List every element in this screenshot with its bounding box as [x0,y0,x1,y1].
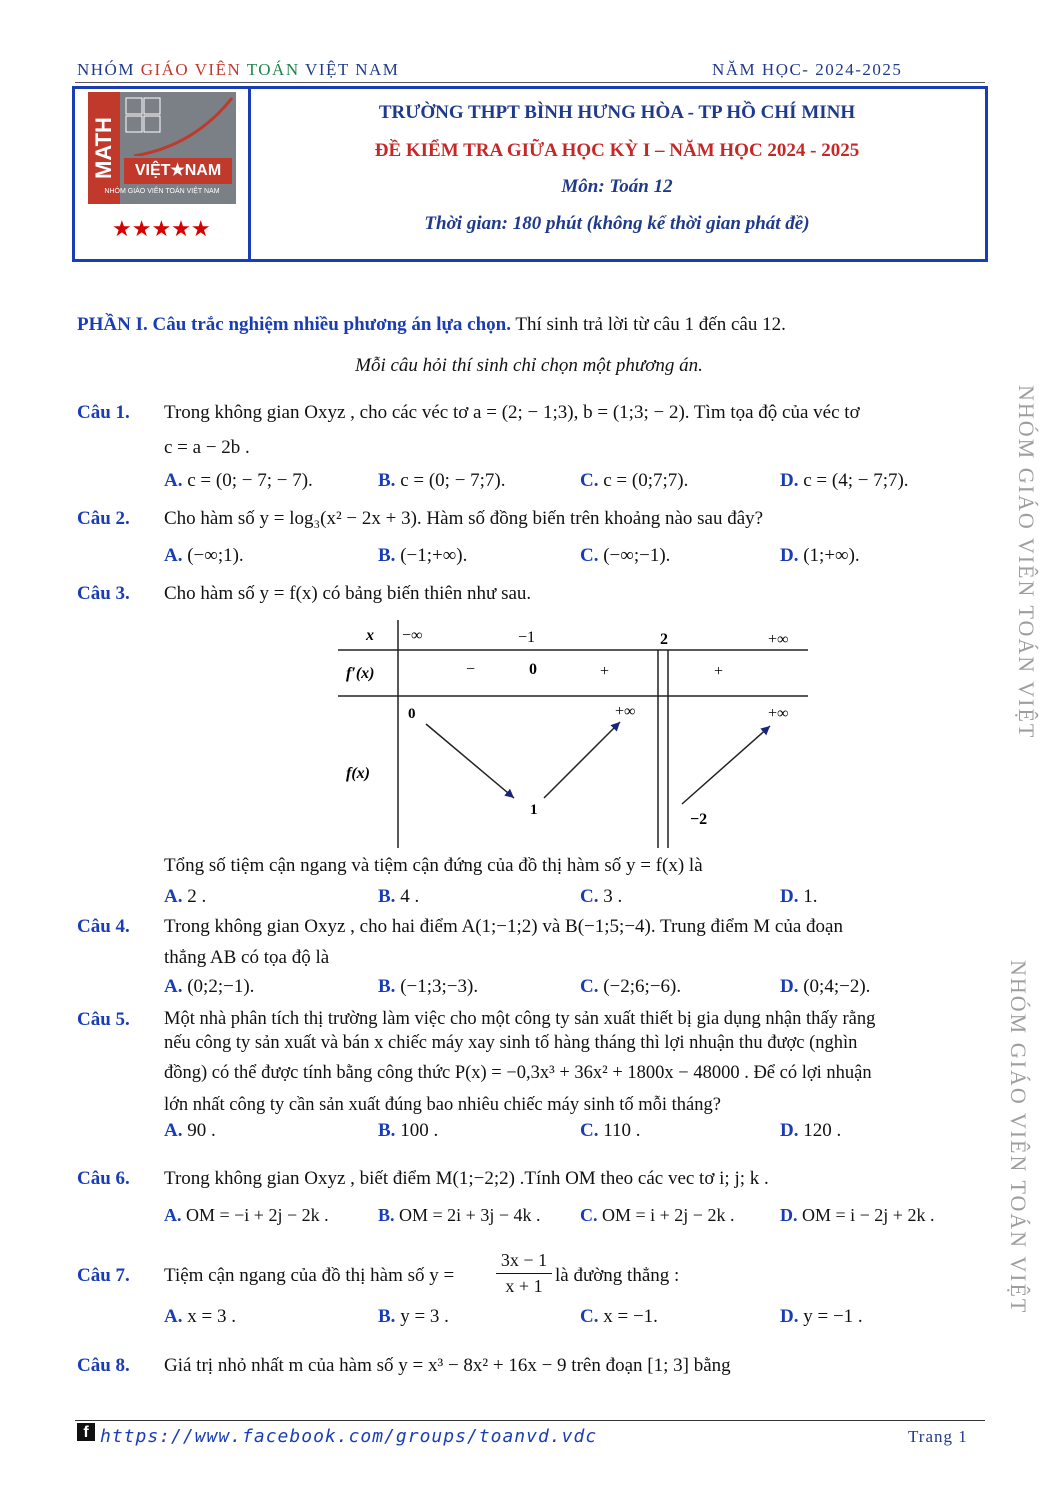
option-a[interactable]: A. (0;2;−1). [164,976,255,997]
option-a[interactable]: A. x = 3 . [164,1306,236,1327]
option-c[interactable]: C. c = (0;7;7). [580,470,689,491]
part1-instruction: Thí sinh trả lời từ câu 1 đến câu 12. [510,314,786,335]
header-divider [75,82,985,83]
fraction-denominator: x + 1 [505,1276,543,1296]
fraction-numerator: 3x − 1 [496,1250,552,1274]
question-text: Trong không gian Oxyz , cho hai điểm A(1;−1;2) và B(−1;5;−4). Trung điểm M của đoạn [164,916,843,937]
bbt-f-val: +∞ [615,703,636,720]
option-c[interactable]: C. (−2;6;−6). [580,976,682,997]
logo-math-text: MATH [88,92,120,204]
bbt-arrow [426,724,514,798]
group-name-part: TOÁN [246,60,306,79]
subject: Môn: Toán 12 [561,176,673,197]
bbt-f-val: 1 [530,802,538,818]
logo-banner: VIỆT★NAM [124,158,232,184]
logo-subtitle: NHÓM GIÁO VIÊN TOÁN VIỆT NAM [104,188,220,195]
option-c[interactable]: C. x = −1. [580,1306,658,1327]
question-text: Một nhà phân tích thị trường làm việc cho một công ty sản xuất thiết bị gia dụng nhận thấy rằng [164,1009,876,1029]
question-text: c = a − 2b . [164,437,250,458]
question-text: Tiệm cận ngang của đồ thị hàm số y = [164,1265,455,1286]
part1-heading [77,314,786,336]
option-c[interactable]: C. 3 . [580,886,623,907]
fraction [496,1250,552,1297]
footer-divider [75,1420,985,1421]
option-b[interactable]: B. (−1;3;−3). [378,976,479,997]
facebook-icon[interactable]: f [77,1423,95,1441]
option-a[interactable]: A. 90 . [164,1120,216,1141]
watermark: NHÓM GIÁO VIÊN TOÁN VIỆT [1014,385,1039,740]
bbt-f-val: −2 [690,811,708,828]
part1-note: Mỗi câu hỏi thí sinh chỉ chọn một phương án. [355,355,703,376]
group-name-part: GIÁO VIÊN [140,60,247,79]
option-a[interactable]: A. c = (0; − 7; − 7). [164,470,313,491]
option-d[interactable]: D. c = (4; − 7;7). [780,470,909,491]
exam-title: ĐỀ KIỂM TRA GIỮA HỌC KỲ I – NĂM HỌC 2024 - 2025 [374,140,860,161]
question-label: Câu 6. [77,1168,130,1189]
option-d[interactable]: D. OM = i − 2j + 2k . [780,1205,935,1225]
question-text: Cho hàm số y = f(x) có bảng biến thiên như sau. [164,583,532,604]
question-text: nếu công ty sản xuất và bán x chiếc máy xay sinh tố hàng tháng thì lợi nhuận thu được (nghìn [164,1033,858,1053]
option-a[interactable]: A. OM = −i + 2j − 2k . [164,1205,329,1225]
question-label: Câu 3. [77,583,130,604]
school-name: TRƯỜNG THPT BÌNH HƯNG HÒA - TP HỒ CHÍ MINH [378,102,856,123]
logo [88,92,236,204]
question-text: lớn nhất công ty cần sản xuất đúng bao nhiêu chiếc máy sinh tố mỗi tháng? [164,1095,721,1115]
option-c[interactable]: C. OM = i + 2j − 2k . [580,1205,735,1225]
bbt-arrow [682,726,770,804]
part1-title: PHẦN I. Câu trắc nghiệm nhiều phương án lựa chọn. [77,314,511,335]
variation-table [338,618,810,850]
question-text: là đường thẳng : [555,1265,680,1286]
bbt-x-val: −∞ [402,627,423,644]
question-text: thẳng AB có tọa độ là [164,947,330,968]
question-label: Câu 4. [77,916,130,937]
option-b[interactable]: B. 100 . [378,1120,439,1141]
bbt-arrow [544,722,620,798]
group-name [77,60,399,80]
watermark: NHÓM GIÁO VIÊN TOÁN VIỆT [1006,960,1031,1315]
option-b[interactable]: B. OM = 2i + 3j − 4k . [378,1205,541,1225]
question-label: Câu 2. [77,508,130,529]
option-d[interactable]: D. 1. [780,886,818,907]
bbt-f-label: f(x) [346,765,370,782]
option-a[interactable]: A. 2 . [164,886,207,907]
option-a[interactable]: A. (−∞;1). [164,545,244,566]
question-label: Câu 8. [77,1355,130,1376]
bbt-f-val: +∞ [768,705,789,722]
page-number: Trang 1 [908,1427,968,1446]
option-d[interactable]: D. (0;4;−2). [780,976,871,997]
option-b[interactable]: B. (−1;+∞). [378,545,468,566]
bbt-fp-sign: + [600,663,610,680]
bbt-x-val: −1 [518,629,536,646]
question-text: Giá trị nhỏ nhất m của hàm số y = x³ − 8x² + 16x − 9 trên đoạn [1; 3] bằng [164,1355,731,1376]
bbt-x-val: 2 [660,631,668,648]
title-box-divider [248,86,251,259]
bbt-fp-sign: 0 [529,661,537,678]
rating-stars: ★★★★★ [112,216,211,241]
question-label: Câu 5. [77,1009,130,1030]
logo-graph-icon [124,96,234,156]
question-text: đồng) có thể được tính bằng công thức P(x) = −0,3x³ + 36x² + 1800x − 48000 . Để có lợi nhuận [164,1063,872,1083]
option-d[interactable]: D. y = −1 . [780,1306,863,1327]
option-b[interactable]: B. c = (0; − 7;7). [378,470,506,491]
bbt-fp-label: f′(x) [346,665,375,682]
question-text: Trong không gian Oxyz , biết điểm M(1;−2;2) .Tính OM theo các vec tơ i; j; k . [164,1168,769,1189]
bbt-fp-sign: − [466,661,476,678]
facebook-link[interactable]: https://www.facebook.com/groups/toanvd.vdc [100,1426,598,1447]
question-label: Câu 7. [77,1265,130,1286]
question-label: Câu 1. [77,402,130,423]
school-year: NĂM HỌC- 2024-2025 [712,60,903,79]
question-text: Trong không gian Oxyz , cho các véc tơ a = (2; − 1;3), b = (1;3; − 2). Tìm tọa độ của véc tơ [164,402,860,423]
group-name-part: VIỆT NAM [305,60,400,79]
group-name-part: NHÓM [77,60,141,79]
bbt-x-label: x [366,627,374,644]
bbt-fp-sign: + [714,663,724,680]
question-text: Tổng số tiệm cận ngang và tiệm cận đứng của đồ thị hàm số y = f(x) là [164,855,703,876]
option-b[interactable]: B. 4 . [378,886,420,907]
exam-time: Thời gian: 180 phút (không kể thời gian phát đề) [424,213,810,234]
bbt-f-val: 0 [408,706,416,722]
option-c[interactable]: C. (−∞;−1). [580,545,671,566]
bbt-x-val: +∞ [768,631,789,648]
question-text: Cho hàm số y = log₃(x² − 2x + 3). Hàm số đồng biến trên khoảng nào sau đây? [164,508,764,529]
option-d[interactable]: D. (1;+∞). [780,545,860,566]
option-b[interactable]: B. y = 3 . [378,1306,449,1327]
option-d[interactable]: D. 120 . [780,1120,842,1141]
option-c[interactable]: C. 110 . [580,1120,641,1141]
